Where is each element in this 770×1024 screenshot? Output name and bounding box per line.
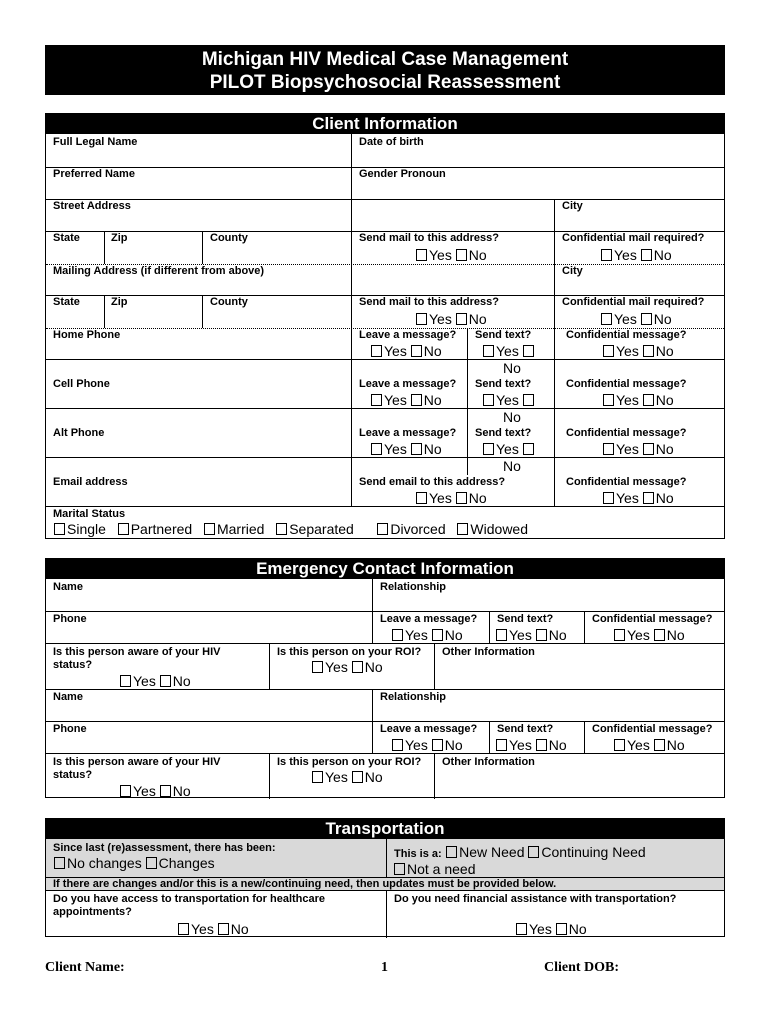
checkbox-icon[interactable] [536,739,547,751]
send-mail-options[interactable]: Yes No [416,247,487,263]
emergency-aware-2-question: Is this person aware of your HIV status? [53,756,221,781]
emergency-aware-1-options[interactable]: Yes No [120,673,191,689]
mailing-address-label: Mailing Address (if different from above) [53,265,265,277]
emergency-leave-message-2-options[interactable]: Yes No [392,737,463,753]
mailing-state-field[interactable]: State [53,296,80,308]
checkbox-icon[interactable] [641,249,652,261]
page-number: 1 [381,960,388,975]
date-of-birth-field[interactable] [352,134,431,150]
cell-phone-field[interactable]: Cell Phone [53,378,110,390]
checkbox-icon[interactable] [446,846,457,858]
home-leave-message-options[interactable]: Yes No [371,343,442,359]
checkbox-icon[interactable] [377,523,388,535]
emergency-leave-message-1-options[interactable]: Yes No [392,627,463,643]
mailing-send-mail-options[interactable]: Yes No [416,311,487,327]
home-confidential-message-options[interactable]: Yes No [603,343,674,359]
emergency-send-text-1-options[interactable]: Yes No [496,627,567,643]
send-mail-question: Send mail to this address? [359,232,499,244]
checkbox-icon[interactable] [204,523,215,535]
checkbox-icon[interactable] [416,313,427,325]
checkbox-icon[interactable] [483,443,494,455]
client-information-section [45,113,725,539]
checkbox-icon[interactable] [352,771,363,783]
emergency-phone-1-field[interactable]: Phone [53,613,87,625]
emergency-confidential-1-options[interactable]: Yes No [614,627,685,643]
home-confidential-message-question: Confidential message? [566,329,687,341]
checkbox-icon[interactable] [392,629,403,641]
home-phone-field[interactable]: Home Phone [53,329,121,341]
alt-send-text-options[interactable]: Yes No [483,441,536,475]
cell-send-text-question: Send text? [475,378,532,390]
checkbox-icon[interactable] [146,857,157,869]
checkbox-icon[interactable] [120,675,131,687]
city-field[interactable] [555,198,590,214]
gender-pronoun-label: Gender Pronoun [359,168,446,180]
gender-pronoun-field[interactable] [352,166,453,182]
checkbox-icon[interactable] [496,739,507,751]
emergency-leave-message-2-question: Leave a message? [380,723,478,735]
home-send-text-question: Send text? [475,329,532,341]
financial-assistance-options[interactable]: Yes No [516,921,587,937]
checkbox-icon[interactable] [496,629,507,641]
updates-note: If there are changes and/or this is a new/continuing need, then updates must be provided below. [53,878,557,890]
checkbox-icon[interactable] [218,923,229,935]
checkbox-icon[interactable] [483,345,494,357]
checkbox-icon[interactable] [654,629,665,641]
checkbox-icon[interactable] [556,923,567,935]
confidential-mail-options[interactable]: Yes No [601,247,672,263]
mailing-city-label: City [562,265,583,277]
zip-field[interactable] [104,230,135,246]
not-a-need-option[interactable]: Not a need [394,861,476,877]
checkbox-icon[interactable] [528,846,539,858]
checkbox-icon[interactable] [432,739,443,751]
emergency-relationship-1-field[interactable]: Relationship [380,581,447,593]
need-type-options[interactable]: This is a: New Need Continuing Need [394,844,646,860]
emergency-roi-1-options[interactable]: Yes No [312,659,383,675]
emergency-aware-1-question: Is this person aware of your HIV status? [53,646,221,671]
emergency-phone-2-field[interactable]: Phone [53,723,87,735]
checkbox-icon[interactable] [178,923,189,935]
checkbox-icon[interactable] [456,249,467,261]
send-email-options[interactable]: Yes No [416,490,487,506]
checkbox-icon[interactable] [614,629,625,641]
cell-leave-message-question: Leave a message? [359,378,457,390]
transportation-header: Transportation [46,819,724,839]
checkbox-icon[interactable] [641,313,652,325]
emergency-contact-header: Emergency Contact Information [46,559,724,579]
checkbox-icon[interactable] [643,492,654,504]
mailing-zip-field[interactable]: Zip [111,296,128,308]
checkbox-icon[interactable] [312,661,323,673]
changes-options[interactable]: No changes Changes [54,855,215,871]
preferred-name-field[interactable] [46,166,142,182]
state-field[interactable] [46,230,87,246]
alt-confidential-message-options[interactable]: Yes No [603,441,674,457]
checkbox-icon[interactable] [456,492,467,504]
street-address-label: Street Address [53,200,131,212]
checkbox-icon[interactable] [416,249,427,261]
title-line-1: Michigan HIV Medical Case Management [201,49,569,70]
form-title [45,45,725,95]
mailing-send-mail-question: Send mail to this address? [359,296,499,308]
emergency-contact-section [45,558,725,798]
checkbox-icon[interactable] [603,345,614,357]
alt-leave-message-options[interactable]: Yes No [371,441,442,457]
cell-confidential-message-options[interactable]: Yes No [603,392,674,408]
checkbox-icon[interactable] [523,394,534,406]
emergency-confidential-1-question: Confidential message? [592,613,713,625]
emergency-confidential-2-options[interactable]: Yes No [614,737,685,753]
transportation-section [45,818,725,937]
mailing-county-field[interactable]: County [210,296,248,308]
home-leave-message-question: Leave a message? [359,329,457,341]
emergency-name-2-field[interactable]: Name [53,691,83,703]
transportation-access-question: Do you have access to transportation for healthcare appointments? [53,893,326,918]
checkbox-icon[interactable] [54,523,65,535]
email-confidential-message-question: Confidential message? [566,476,687,488]
emergency-send-text-1-question: Send text? [497,613,554,625]
zip-label: Zip [111,232,128,244]
emergency-other-info-2-field[interactable]: Other Information [442,756,535,768]
checkbox-icon[interactable] [411,345,422,357]
checkbox-icon[interactable] [416,492,427,504]
checkbox-icon[interactable] [601,249,612,261]
checkbox-icon[interactable] [643,345,654,357]
client-name-footer: Client Name: [45,960,125,975]
home-send-text-options[interactable]: Yes No [483,343,536,377]
checkbox-icon[interactable] [160,785,171,797]
checkbox-icon[interactable] [118,523,129,535]
alt-phone-field[interactable]: Alt Phone [53,427,105,439]
checkbox-icon[interactable] [523,443,534,455]
confidential-mail-question: Confidential mail required? [562,232,705,244]
mailing-confidential-mail-options[interactable]: Yes No [601,311,672,327]
checkbox-icon[interactable] [54,857,65,869]
checkbox-icon[interactable] [371,345,382,357]
cell-leave-message-options[interactable]: Yes No [371,392,442,408]
emergency-roi-1-question: Is this person on your ROI? [277,646,422,658]
send-email-question: Send email to this address? [359,476,506,488]
checkbox-icon[interactable] [411,443,422,455]
emergency-leave-message-1-question: Leave a message? [380,613,478,625]
checkbox-icon[interactable] [392,739,403,751]
checkbox-icon[interactable] [603,492,614,504]
checkbox-icon[interactable] [483,394,494,406]
checkbox-icon[interactable] [160,675,171,687]
checkbox-icon[interactable] [516,923,527,935]
email-confidential-message-options[interactable]: Yes No [603,490,674,506]
mailing-confidential-mail-question: Confidential mail required? [562,296,705,308]
checkbox-icon[interactable] [654,739,665,751]
emergency-name-1-field[interactable]: Name [53,581,83,593]
full-legal-name-label: Full Legal Name [53,136,138,148]
this-is-a-label: This is a: [394,848,442,860]
checkbox-icon[interactable] [456,313,467,325]
checkbox-icon[interactable] [643,443,654,455]
alt-confidential-message-question: Confidential message? [566,427,687,439]
checkbox-icon[interactable] [371,443,382,455]
date-of-birth-label: Date of birth [359,136,424,148]
alt-send-text-question: Send text? [475,427,532,439]
marital-status-label: Marital Status [53,508,126,520]
checkbox-icon[interactable] [394,863,405,875]
state-label: State [53,232,80,244]
emergency-confidential-2-question: Confidential message? [592,723,713,735]
cell-send-text-options[interactable]: Yes No [483,392,536,426]
checkbox-icon[interactable] [603,443,614,455]
checkbox-icon[interactable] [411,394,422,406]
financial-assistance-question: Do you need financial assistance with transportation? [394,893,677,905]
emergency-roi-2-question: Is this person on your ROI? [277,756,422,768]
emergency-send-text-2-question: Send text? [497,723,554,735]
mailing-address-field[interactable] [46,263,271,279]
emergency-roi-2-options[interactable]: Yes No [312,769,383,785]
cell-confidential-message-question: Confidential message? [566,378,687,390]
checkbox-icon[interactable] [276,523,287,535]
checkbox-icon[interactable] [614,739,625,751]
checkbox-icon[interactable] [601,313,612,325]
transportation-access-options[interactable]: Yes No [178,921,249,937]
email-address-field[interactable]: Email address [53,476,128,488]
checkbox-icon[interactable] [536,629,547,641]
preferred-name-label: Preferred Name [53,168,135,180]
client-information-header: Client Information [46,114,724,134]
client-dob-footer: Client DOB: [544,960,620,975]
marital-status-options[interactable]: Single Partnered Married Separated Divorced Widowed [54,521,528,537]
city-label: City [562,200,583,212]
full-legal-name-field[interactable] [46,134,144,150]
checkbox-icon[interactable] [643,394,654,406]
street-address-field[interactable] [46,198,138,214]
checkbox-icon[interactable] [457,523,468,535]
emergency-relationship-2-field[interactable]: Relationship [380,691,447,703]
county-field[interactable] [203,230,255,246]
checkbox-icon[interactable] [312,771,323,783]
checkbox-icon[interactable] [603,394,614,406]
alt-leave-message-question: Leave a message? [359,427,457,439]
checkbox-icon[interactable] [523,345,534,357]
checkbox-icon[interactable] [371,394,382,406]
checkbox-icon[interactable] [432,629,443,641]
since-last-assessment-question: Since last (re)assessment, there has been: [53,842,276,854]
checkbox-icon[interactable] [352,661,363,673]
checkbox-icon[interactable] [120,785,131,797]
county-label: County [210,232,248,244]
emergency-other-info-1-field[interactable]: Other Information [442,646,535,658]
emergency-aware-2-options[interactable]: Yes No [120,783,191,799]
emergency-send-text-2-options[interactable]: Yes No [496,737,567,753]
mailing-city-field[interactable] [555,263,590,279]
title-line-2: PILOT Biopsychosocial Reassessment [209,72,561,93]
